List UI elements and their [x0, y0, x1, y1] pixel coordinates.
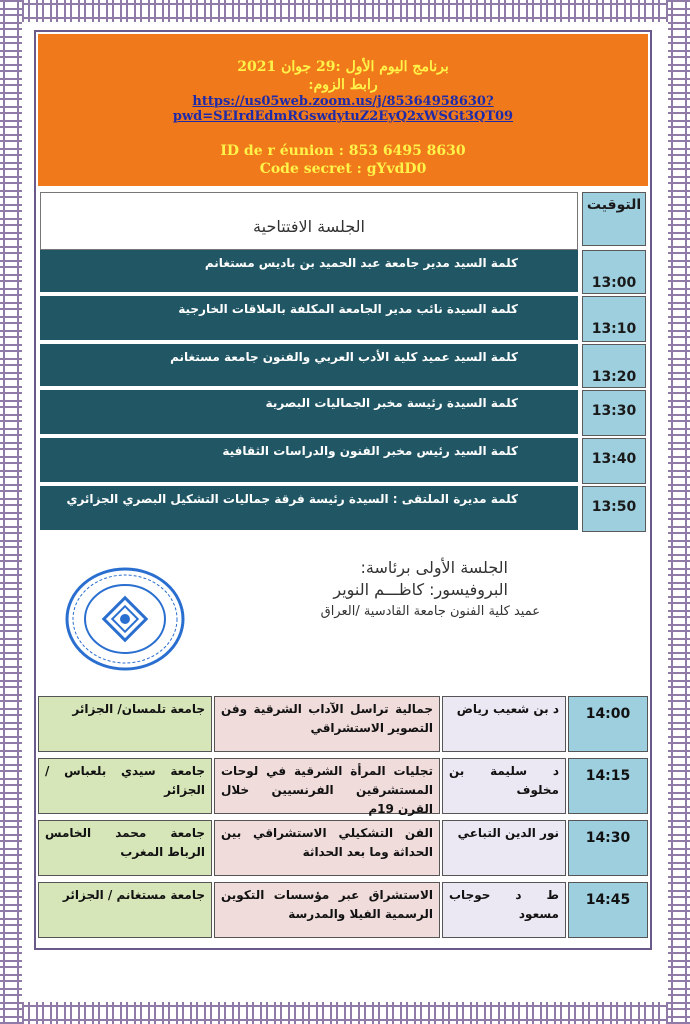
border-right	[668, 0, 690, 1024]
zoom-label: رابط الزوم:	[308, 77, 378, 93]
talk-university: جامعة محمد الخامس الرباط المغرب	[38, 820, 212, 876]
opening-item-text: كلمة مديرة الملتقى : السيدة رئيسة فرقة جماليات التشكيل البصري الجزائري	[66, 492, 518, 506]
timing-header: التوقيت	[582, 192, 646, 246]
talk-time: 14:45	[568, 882, 648, 938]
chair-affiliation: عميد كلية الفنون جامعة القادسية /العراق	[320, 604, 540, 619]
opening-item-time: 13:50	[582, 486, 646, 532]
talk-title: جمالية تراسل الآداب الشرقية وفن التصوير الاستشراقي	[214, 696, 440, 752]
opening-item	[40, 390, 578, 436]
laboratory-seal-icon	[64, 566, 186, 672]
opening-item	[40, 296, 578, 342]
border-bottom	[0, 1002, 690, 1024]
passcode: Code secret : gYvdD0	[259, 161, 427, 177]
talk-university: جامعة تلمسان/ الجزائر	[38, 696, 212, 752]
opening-item-time: 13:40	[582, 438, 646, 484]
opening-item-time: 13:30	[582, 390, 646, 436]
first-session-chair	[38, 534, 648, 692]
talk-title: الاستشراق عبر مؤسسات التكوين الرسمية الفيلا والمدرسة	[214, 882, 440, 938]
talk-row	[38, 696, 648, 756]
talk-speaker: د سليمة بن مخلوف	[442, 758, 566, 814]
meeting-id: ID de r éunion : 853 6495 8630	[220, 143, 466, 159]
opening-session-box	[40, 192, 578, 250]
chair-name: البروفيسور: كاظـــم النوير	[333, 580, 508, 599]
opening-item-time: 13:00	[582, 250, 646, 294]
first-session-title: الجلسة الأولى برئاسة:	[360, 558, 508, 577]
opening-item-text: كلمة السيد مدير جامعة عبد الحميد بن باديس مستغانم	[204, 256, 518, 270]
talk-row	[38, 820, 648, 880]
opening-item-time: 13:10	[582, 296, 646, 342]
border-left	[0, 0, 22, 1024]
talk-time: 14:00	[568, 696, 648, 752]
talk-row	[38, 882, 648, 942]
talk-time: 14:15	[568, 758, 648, 814]
opening-item	[40, 438, 578, 484]
talk-row	[38, 758, 648, 818]
talk-speaker: نور الدين التباعي	[442, 820, 566, 876]
opening-item-text: كلمة السيد رئيس مخبر الفنون والدراسات الثقافية	[222, 444, 518, 458]
opening-item	[40, 486, 578, 532]
talk-title: الفن التشكيلي الاستشراقي بين الحداثة وما بعد الحداثة	[214, 820, 440, 876]
talk-title: تجليات المرأة الشرقية في لوحات المستشرقين الفرنسيين خلال القرن 19م	[214, 758, 440, 814]
opening-item-text: كلمة السيد عميد كلية الأدب العربي والفنون جامعة مستغانم	[170, 350, 518, 364]
talk-speaker: د بن شعيب رياض	[442, 696, 566, 752]
opening-item	[40, 250, 578, 294]
program-page	[34, 30, 652, 950]
talk-time: 14:30	[568, 820, 648, 876]
talk-university: جامعة مستغانم / الجزائر	[38, 882, 212, 938]
border-top	[0, 0, 690, 22]
opening-session-title: الجلسة الافتتاحية	[253, 217, 365, 236]
zoom-link[interactable]: https://us05web.zoom.us/j/85364958630?pwd=SEIrdEdmRGswdytuZ2EyQ2xWSGt3QT09	[172, 94, 514, 124]
talk-speaker: ط د حوجاب مسعود	[442, 882, 566, 938]
opening-item-time: 13:20	[582, 344, 646, 388]
opening-item-text: كلمة السيدة نائب مدير الجامعة المكلفة بالعلاقات الخارجية	[178, 302, 518, 316]
talk-university: جامعة سيدي بلعباس / الجزائر	[38, 758, 212, 814]
program-header	[38, 34, 648, 186]
day-title: برنامج اليوم الأول :29 جوان 2021	[237, 59, 449, 75]
opening-item-text: كلمة السيدة رئيسة مخبر الجماليات البصرية	[265, 396, 518, 410]
opening-item	[40, 344, 578, 388]
